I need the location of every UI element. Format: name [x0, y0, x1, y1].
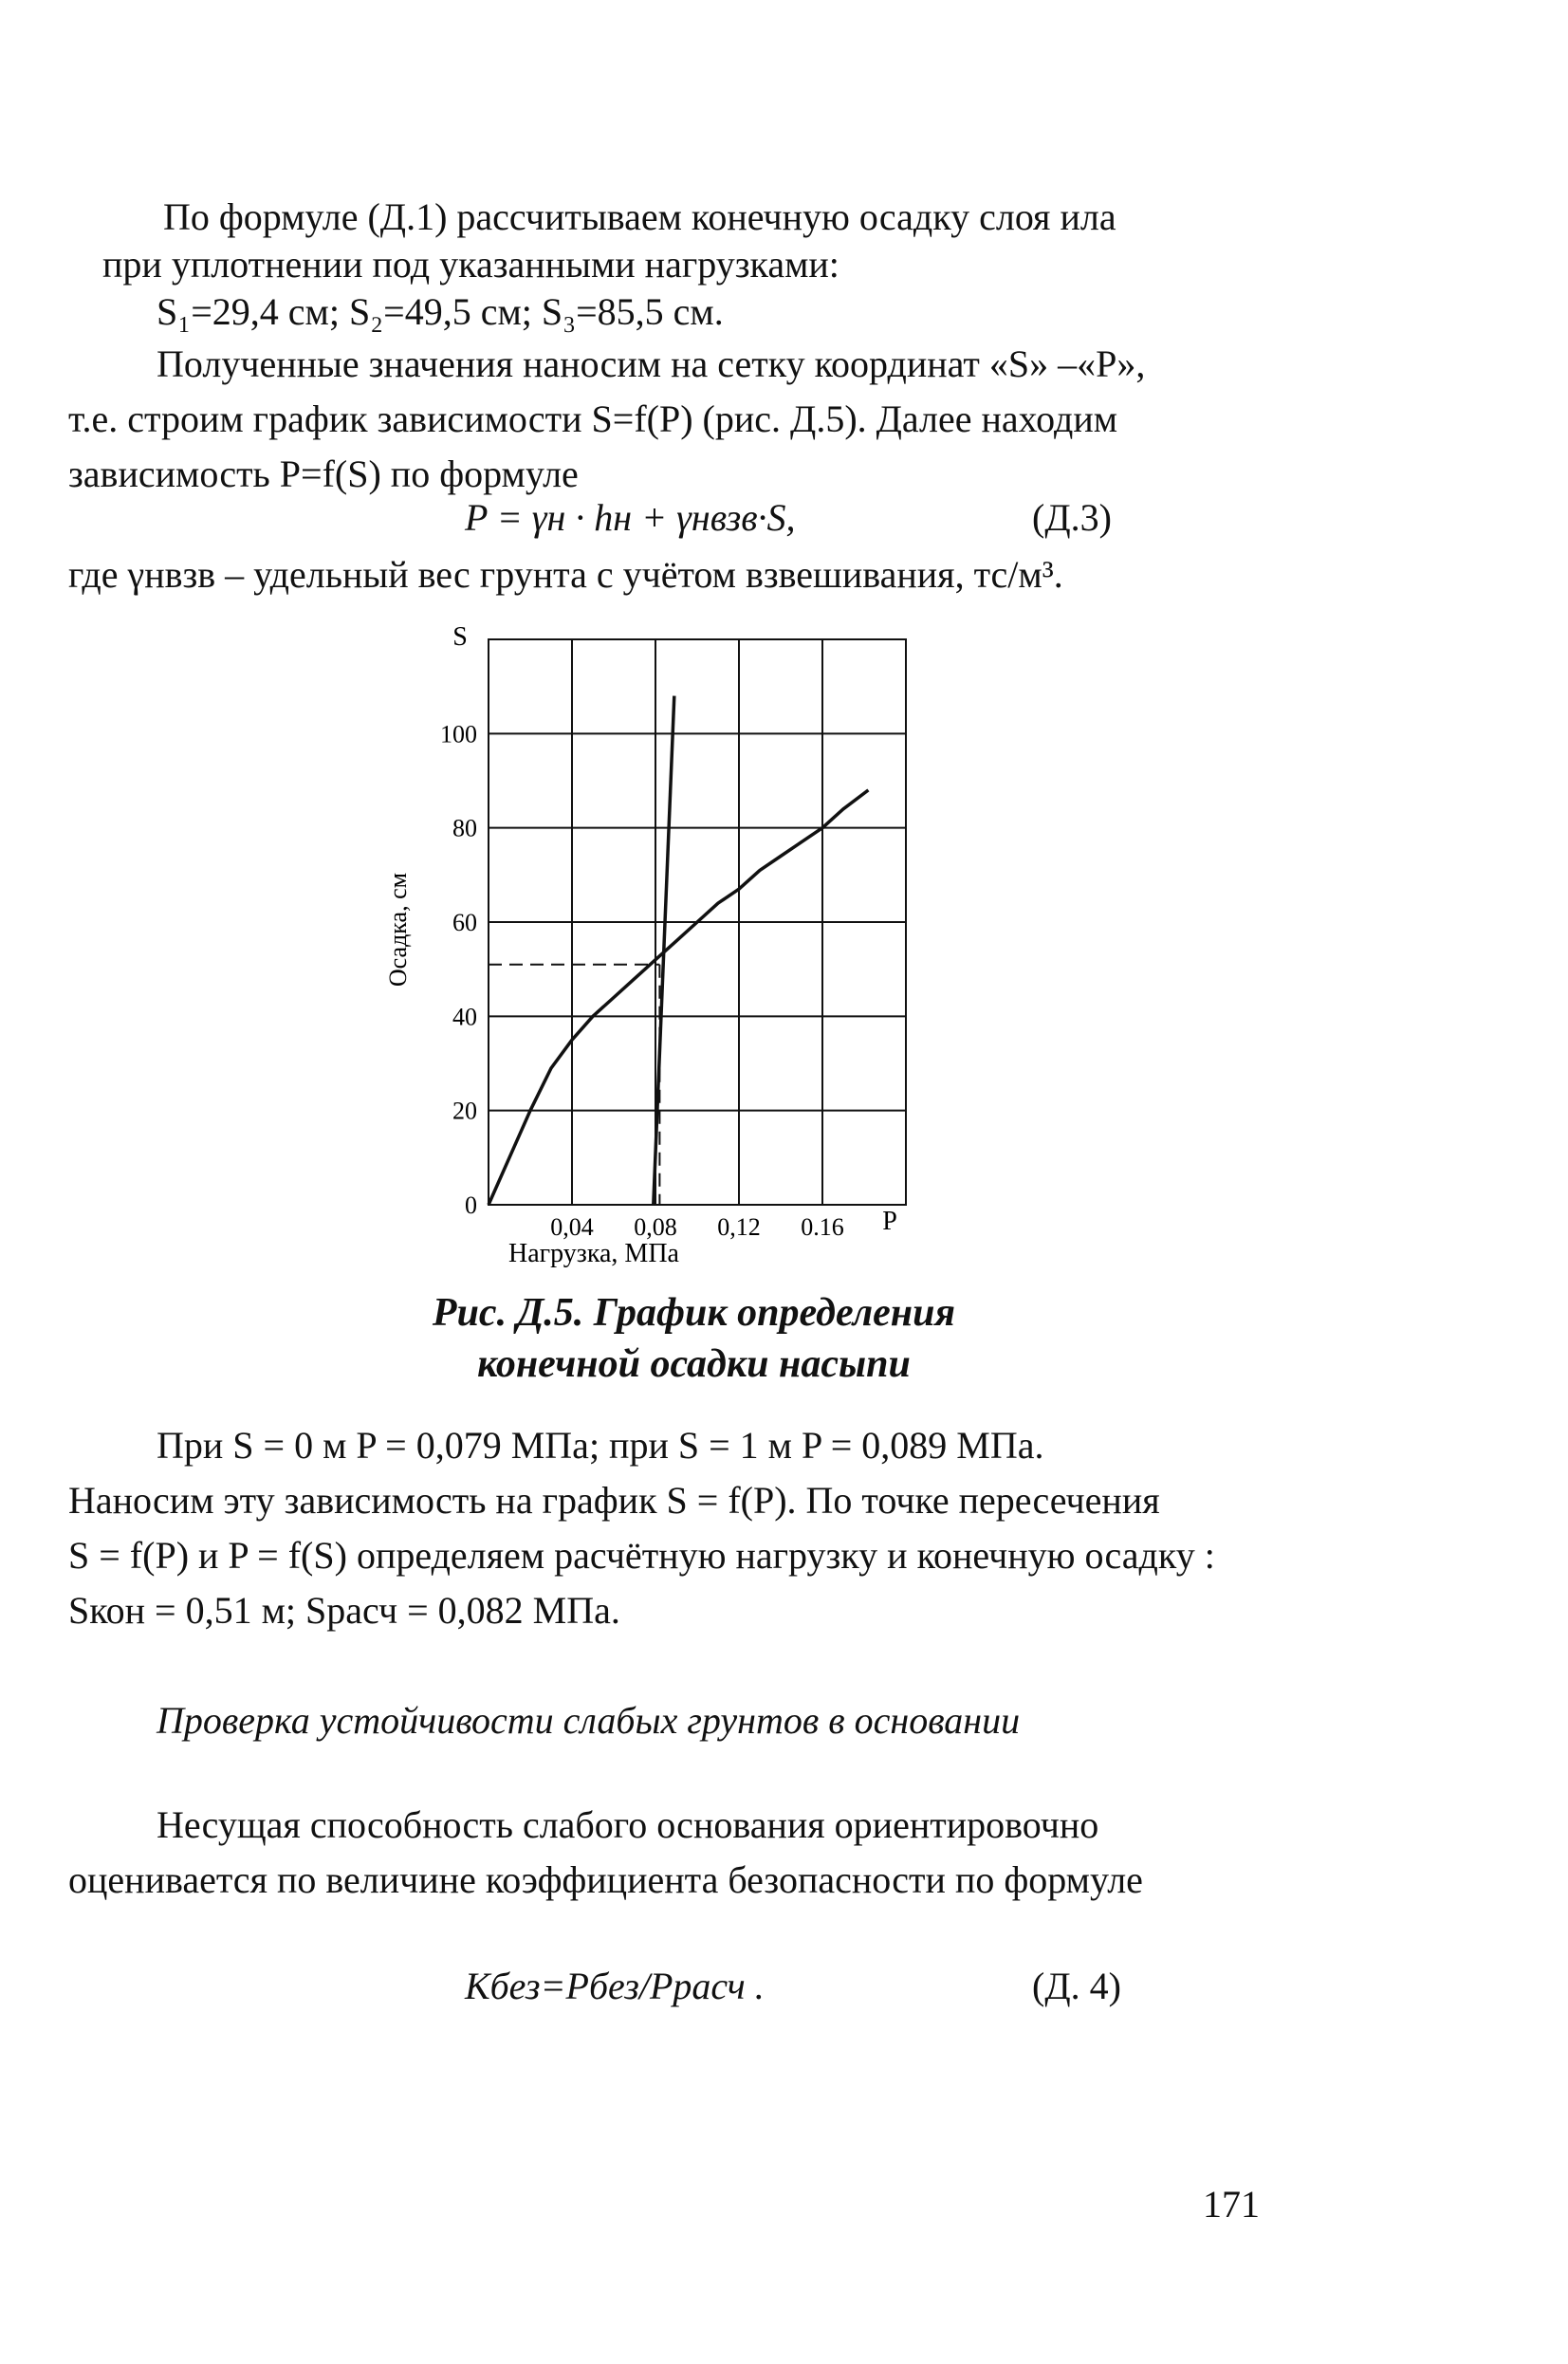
x-tick-label: 0,04 [550, 1213, 594, 1241]
series-line-p-of-s [654, 696, 674, 1205]
text-line: зависимость P=f(S) по формуле [68, 452, 579, 495]
text-line: Наносим эту зависимость на график S = f(P). По точке пересечения [68, 1479, 1160, 1522]
chart-series [489, 696, 868, 1205]
formula-d3: P = γн · hн + γнвзв·S, [465, 496, 796, 539]
text-line: При S = 0 м P = 0,079 МПа; при S = 1 м P = 0,089 МПа. [157, 1424, 1044, 1467]
formula-d4-number: (Д. 4) [1032, 1965, 1121, 2007]
y-tick-label: 100 [440, 720, 477, 748]
text-line: Полученные значения наносим на сетку координат «S» –«P», [157, 342, 1146, 385]
values-line [157, 289, 724, 335]
y-axis-label: Осадка, см [384, 872, 412, 988]
value-s2: S₂=49,5 см; [348, 290, 532, 333]
settlement-load-chart [370, 617, 939, 1271]
text-line: т.е. строим график зависимости S=f(P) (рис. Д.5). Далее находим [68, 397, 1118, 440]
text-line: Несущая способность слабого основания ориентировочно [157, 1803, 1099, 1846]
text-line: По формуле (Д.1) рассчитываем конечную осадку слоя ила [163, 195, 1116, 238]
figure-caption-line2: конечной осадки насыпи [477, 1342, 911, 1386]
text-line: где γнвзв – удельный вес грунта с учётом взвешивания, тс/м³. [68, 553, 1063, 596]
series-line-s-of-p [489, 790, 868, 1205]
y-tick-label: 80 [452, 814, 477, 842]
figure-caption-line1: Рис. Д.5. График определения [432, 1291, 956, 1335]
x-tick-label: 0,08 [634, 1213, 677, 1241]
y-tick-label: 0 [465, 1191, 477, 1219]
y-tick-label: 40 [452, 1003, 477, 1031]
x-tick-label: 0.16 [801, 1213, 844, 1241]
chart-tick-labels [440, 720, 844, 1241]
section-heading: Проверка устойчивости слабых грунтов в основании [157, 1699, 1021, 1742]
y-axis-letter: S [452, 622, 468, 652]
page-number: 171 [1203, 2183, 1260, 2225]
x-axis-letter: P [882, 1207, 897, 1236]
formula-d4: Кбез=Pбез/Pрасч . [465, 1965, 765, 2007]
y-tick-label: 60 [452, 909, 477, 936]
text-line: оценивается по величине коэффициента безопасности по формуле [68, 1858, 1143, 1901]
formula-d3-number: (Д.3) [1032, 496, 1112, 539]
x-tick-label: 0,12 [717, 1213, 761, 1241]
x-axis-label: Нагрузка, МПа [508, 1239, 679, 1268]
text-line: при уплотнении под указанными нагрузками: [102, 243, 839, 286]
text-line: Sкон = 0,51 м; Sрасч = 0,082 МПа. [68, 1589, 620, 1632]
text-line: S = f(P) и P = f(S) определяем расчётную нагрузку и конечную осадку : [68, 1534, 1215, 1577]
value-s1: S₁=29,4 см; [157, 290, 340, 333]
value-s3: S₃=85,5 см. [541, 290, 724, 333]
y-tick-label: 20 [452, 1097, 477, 1125]
